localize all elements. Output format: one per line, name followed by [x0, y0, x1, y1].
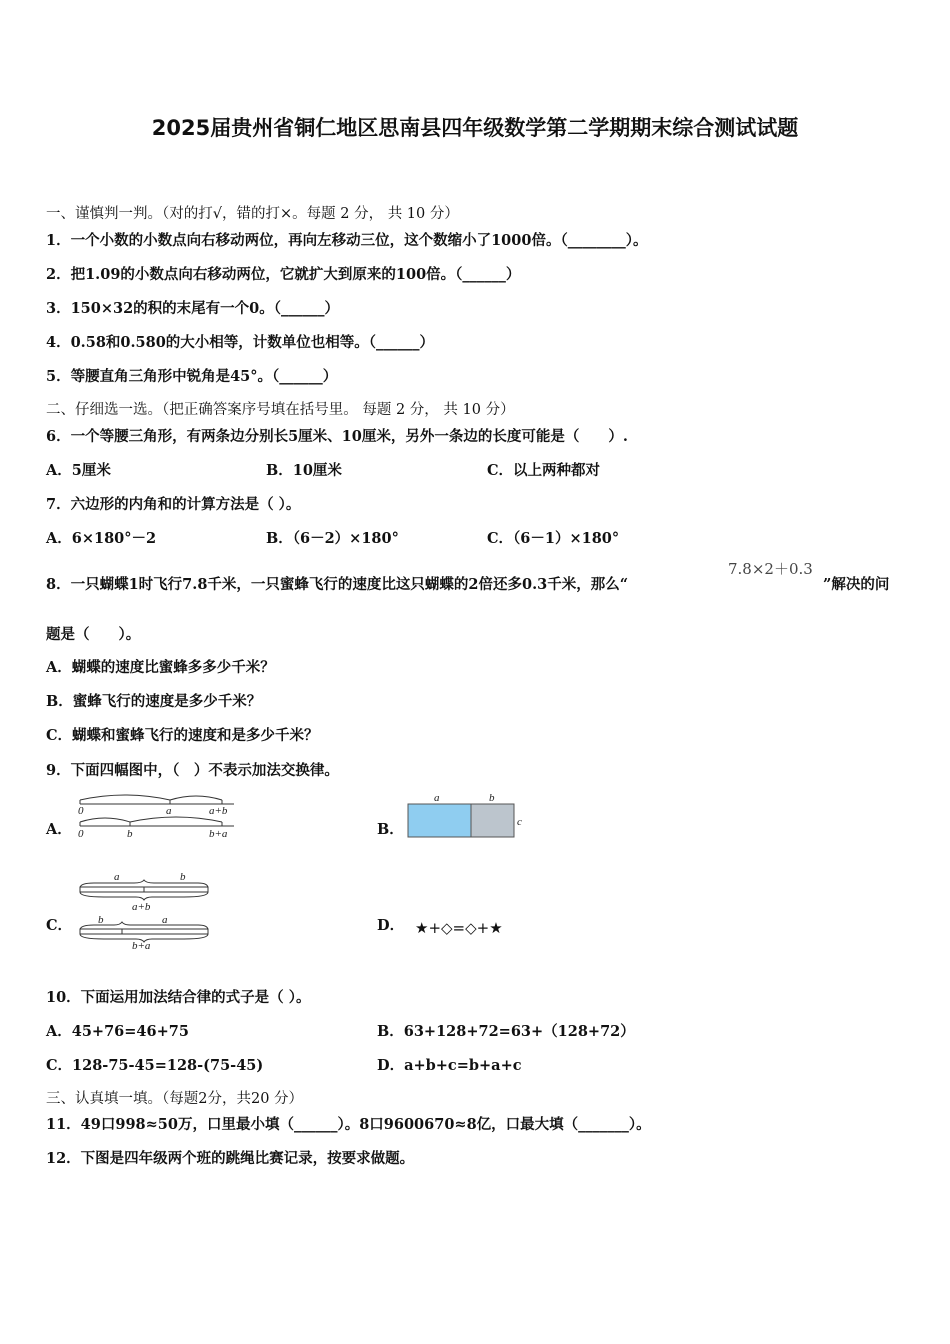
q10-option-b: B．63+128+72=63+（128+72） — [377, 1023, 635, 1040]
question-6: 6．一个等腰三角形，有两条边分别长5厘米、10厘米，另外一条边的长度可能是（ ）. — [46, 428, 628, 445]
fig-a-top-label-1: a — [166, 805, 172, 817]
fig-a-bottom-label-2: b+a — [209, 828, 228, 840]
question-9: 9．下面四幅图中，（ ）不表示加法交换律。 — [46, 762, 339, 779]
fig-c-bottom-label-b: b — [98, 914, 104, 926]
fig-d-equation: ★+◇=◇+★ — [415, 919, 503, 937]
fig-b-label-c: c — [517, 816, 522, 828]
fig-a-top-label-0: 0 — [78, 805, 84, 817]
fig-a-bottom-label-1: b — [127, 828, 133, 840]
q6-option-b: B．10厘米 — [266, 462, 342, 479]
fig-c-top-label-sum: a+b — [132, 901, 151, 913]
q7-option-a: A．6×180°－2 — [46, 530, 157, 547]
question-5: 5．等腰直角三角形中锐角是45°。（______） — [46, 368, 338, 385]
fig-c-top-label-b: b — [180, 871, 186, 883]
question-8: 8．一只蝴蝶1时飞行7.8千米，一只蜜蜂飞行的速度比这只蝴蝶的2倍还多0.3千米，那么“ — [46, 576, 629, 593]
q10-option-a: A．45+76=46+75 — [46, 1023, 189, 1040]
q6-option-c: C．以上两种都对 — [487, 462, 601, 479]
question-12: 12．下图是四年级两个班的跳绳比赛记录，按要求做题。 — [46, 1150, 415, 1167]
page-title: 2025届贵州省铜仁地区思南县四年级数学第二学期期末综合测试试题 — [151, 116, 799, 140]
section2-header: 二、仔细选一选。（把正确答案序号填在括号里。 每题 2 分， 共 10 分） — [46, 402, 515, 418]
question-3: 3．150×32的积的末尾有一个0。（______） — [46, 300, 340, 317]
question-8-end: 题是（ ）。 — [46, 626, 141, 643]
question-7: 7．六边形的内角和的计算方法是（ ）。 — [46, 496, 301, 513]
fig-b-label-a: a — [434, 792, 440, 804]
q10-option-d: D．a+b+c=b+a+c — [377, 1057, 522, 1074]
q7-option-b: B．（6－2）×180° — [266, 530, 399, 547]
q8-formula: 7.8×2＋0.3 — [728, 560, 813, 578]
question-4: 4．0.58和0.580的大小相等，计数单位也相等。（______） — [46, 334, 435, 351]
fig-c-top-label-a: a — [114, 871, 120, 883]
q8-option-a: A．蝴蝶的速度比蜜蜂多多少千米？ — [46, 659, 275, 676]
fig-c-bottom-label-sum: b+a — [132, 940, 151, 952]
fig-a-bottom-label-0: 0 — [78, 828, 84, 840]
question-10: 10．下面运用加法结合律的式子是（ ）。 — [46, 989, 311, 1006]
q9-option-a: A． — [46, 821, 72, 838]
q10-option-c: C．128-75-45=128-(75-45) — [46, 1057, 264, 1074]
q8-option-b: B．蜜蜂飞行的速度是多少千米？ — [46, 693, 262, 710]
question-1: 1．一个小数的小数点向右移动两位，再向左移动三位，这个数缩小了1000倍。（________）。 — [46, 232, 648, 249]
question-11: 11．49口998≈50万，口里最小填（______）。8口9600670≈8亿，口最大填（_______）。 — [46, 1116, 651, 1133]
number-line-figure-a — [74, 792, 244, 842]
rectangle-figure-b — [400, 788, 540, 843]
question-8-cont: ”解决的问 — [823, 576, 890, 593]
q6-option-a: A．5厘米 — [46, 462, 111, 479]
section1-header: 一、谨慎判一判。（对的打√，错的打×。每题 2 分， 共 10 分） — [46, 206, 459, 222]
fig-b-left-rect — [408, 804, 471, 837]
section3-header: 三、认真填一填。（每题2分，共20 分） — [46, 1091, 304, 1107]
fig-b-right-rect — [471, 804, 514, 837]
q9-option-b: B． — [377, 821, 404, 838]
fig-a-top-label-2: a+b — [209, 805, 228, 817]
fig-b-label-b: b — [489, 792, 495, 804]
q7-option-c: C．（6－1）×180° — [487, 530, 620, 547]
q9-option-c: C． — [46, 917, 73, 934]
bar-figure-c — [74, 868, 224, 950]
q9-option-d: D． — [377, 917, 405, 934]
fig-c-bottom-label-a: a — [162, 914, 168, 926]
q8-option-c: C．蝴蝶和蜜蜂飞行的速度和是多少千米？ — [46, 727, 319, 744]
question-2: 2．把1.09的小数点向右移动两位，它就扩大到原来的100倍。（______） — [46, 266, 521, 283]
